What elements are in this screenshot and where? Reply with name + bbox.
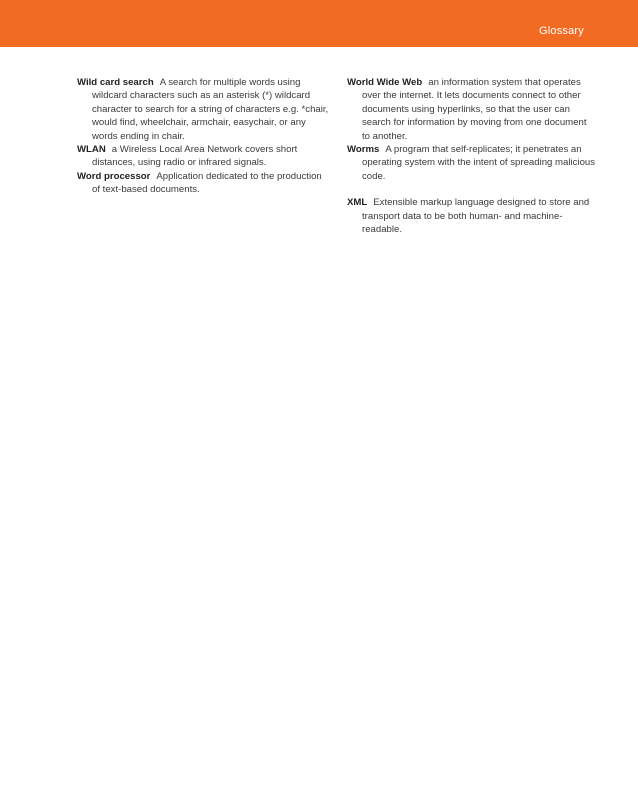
glossary-term: XML (347, 197, 368, 209)
glossary-definition: A program that self-replicates; it penetrates an operating system with the intent of spreading malicious code. (362, 144, 596, 182)
glossary-entry-xml (347, 196, 597, 236)
glossary-definition: Application dedicated to the production of text-based documents. (92, 170, 322, 196)
glossary-definition: an information system that operates over the internet. It lets documents connect to other documents using hyperlinks, so that the user can search for information by moving from one document to another. (362, 77, 587, 142)
header-band (0, 0, 638, 47)
glossary-definition: A search for multiple words using wildcard characters such as an asterisk (*) wildcard character to search for a string of characters e.g. *chair, would find, wheelchair, armchair, easychair, or any words ending in chair. (92, 77, 329, 142)
glossary-definition: a Wireless Local Area Network covers short distances, using radio or infrared signals. (92, 144, 298, 169)
glossary-term: World Wide Web (347, 77, 423, 88)
glossary-left-column (77, 76, 329, 197)
glossary-term: WLAN (77, 144, 106, 156)
glossary-right-column (347, 76, 597, 236)
glossary-term: Word processor (77, 170, 151, 182)
glossary-term: Wild card search (77, 77, 154, 88)
glossary-entry-worms (347, 143, 597, 183)
glossary-entry-world-wide-web (347, 76, 597, 143)
section-title: Glossary (539, 25, 584, 37)
glossary-entry-word-processor (77, 170, 329, 197)
glossary-entry-wild-card-search (77, 76, 329, 143)
glossary-definition: Extensible markup language designed to store and transport data to be both human- and machine-readable. (362, 197, 590, 236)
glossary-entry-wlan (77, 143, 329, 170)
glossary-term: Worms (347, 144, 380, 156)
